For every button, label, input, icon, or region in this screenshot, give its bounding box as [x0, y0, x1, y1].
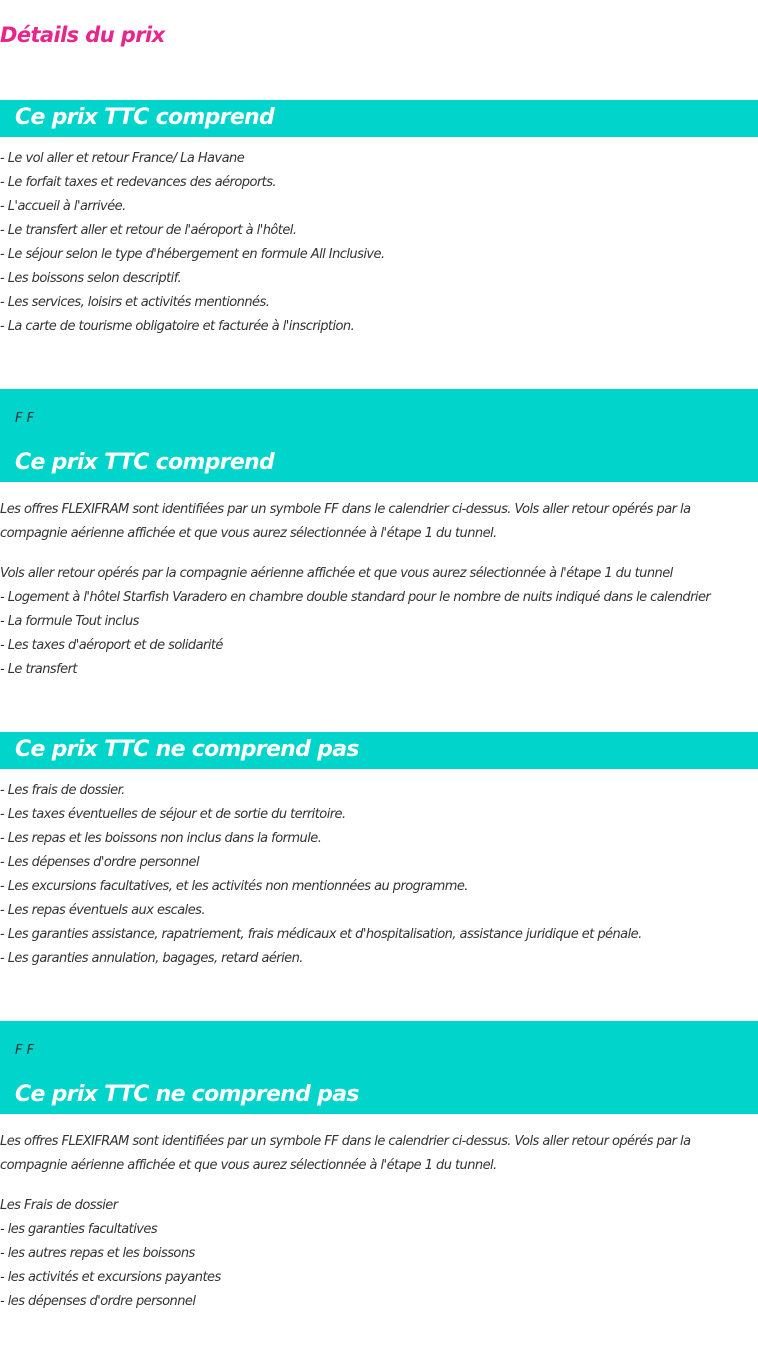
section-heading: Ce prix TTC ne comprend pas — [15, 1082, 359, 1107]
ff-not-included-list — [0, 1194, 221, 1314]
list-item: - L'accueil à l'arrivée. — [0, 199, 126, 214]
list-item: - les dépenses d'ordre personnel — [0, 1294, 196, 1309]
list-item: - les garanties facultatives — [0, 1222, 158, 1237]
list-item: - Les dépenses d'ordre personnel — [0, 855, 200, 870]
intro-line: compagnie aérienne affichée et que vous aurez sélectionnée à l'étape 1 du tunnel. — [0, 526, 497, 541]
list-item: - Les excursions facultatives, et les activités non mentionnées au programme. — [0, 879, 468, 894]
ff-intro-included — [0, 498, 758, 546]
list-item: - Les garanties annulation, bagages, retard aérien. — [0, 951, 303, 966]
intro-line: compagnie aérienne affichée et que vous aurez sélectionnée à l'étape 1 du tunnel. — [0, 1158, 497, 1173]
ff-code: F F — [15, 1043, 35, 1058]
list-item: - Le transfert — [0, 662, 77, 677]
included-list — [0, 147, 385, 339]
list-item: - Les frais de dossier. — [0, 783, 125, 798]
list-item: - La carte de tourisme obligatoire et facturée à l'inscription. — [0, 319, 355, 334]
section-header-not-included — [0, 732, 758, 769]
list-item: - Les garanties assistance, rapatriement, frais médicaux et d'hospitalisation, assistance juridique et pénale. — [0, 927, 642, 942]
ff-intro-not-included — [0, 1130, 758, 1178]
section-heading: Ce prix TTC comprend — [15, 105, 275, 130]
ff-code: F F — [15, 411, 35, 426]
section-header-ff-included — [0, 389, 758, 482]
not-included-list — [0, 779, 642, 971]
list-item: - Les taxes d'aéroport et de solidarité — [0, 638, 223, 653]
list-item: - les activités et excursions payantes — [0, 1270, 221, 1285]
intro-line: Les offres FLEXIFRAM sont identifiées par un symbole FF dans le calendrier ci-dessus. Vols aller retour opérés par la — [0, 502, 691, 517]
section-header-included — [0, 100, 758, 137]
list-item: - Les boissons selon descriptif. — [0, 271, 182, 286]
list-item: - La formule Tout inclus — [0, 614, 139, 629]
list-item: Les Frais de dossier — [0, 1198, 118, 1213]
section-heading: Ce prix TTC comprend — [15, 450, 275, 475]
list-item: - Logement à l'hôtel Starfish Varadero en chambre double standard pour le nombre de nuits indiqué dans le calendrier — [0, 590, 711, 605]
list-item: - Les repas et les boissons non inclus dans la formule. — [0, 831, 322, 846]
section-heading: Ce prix TTC ne comprend pas — [15, 737, 359, 762]
list-item: - Le vol aller et retour France/ La Havane — [0, 151, 245, 166]
list-item: - les autres repas et les boissons — [0, 1246, 195, 1261]
list-item: Vols aller retour opérés par la compagnie aérienne affichée et que vous aurez sélectionnée à l'étape 1 du tunnel — [0, 566, 673, 581]
intro-line: Les offres FLEXIFRAM sont identifiées par un symbole FF dans le calendrier ci-dessus. Vols aller retour opérés par la — [0, 1134, 691, 1149]
list-item: - Les services, loisirs et activités mentionnés. — [0, 295, 270, 310]
ff-included-list — [0, 562, 710, 682]
page-title: Détails du prix — [0, 23, 165, 47]
list-item: - Le séjour selon le type d'hébergement en formule All Inclusive. — [0, 247, 385, 262]
list-item: - Le transfert aller et retour de l'aéroport à l'hôtel. — [0, 223, 297, 238]
list-item: - Les taxes éventuelles de séjour et de sortie du territoire. — [0, 807, 346, 822]
section-header-ff-not-included — [0, 1021, 758, 1114]
list-item: - Les repas éventuels aux escales. — [0, 903, 205, 918]
list-item: - Le forfait taxes et redevances des aéroports. — [0, 175, 277, 190]
